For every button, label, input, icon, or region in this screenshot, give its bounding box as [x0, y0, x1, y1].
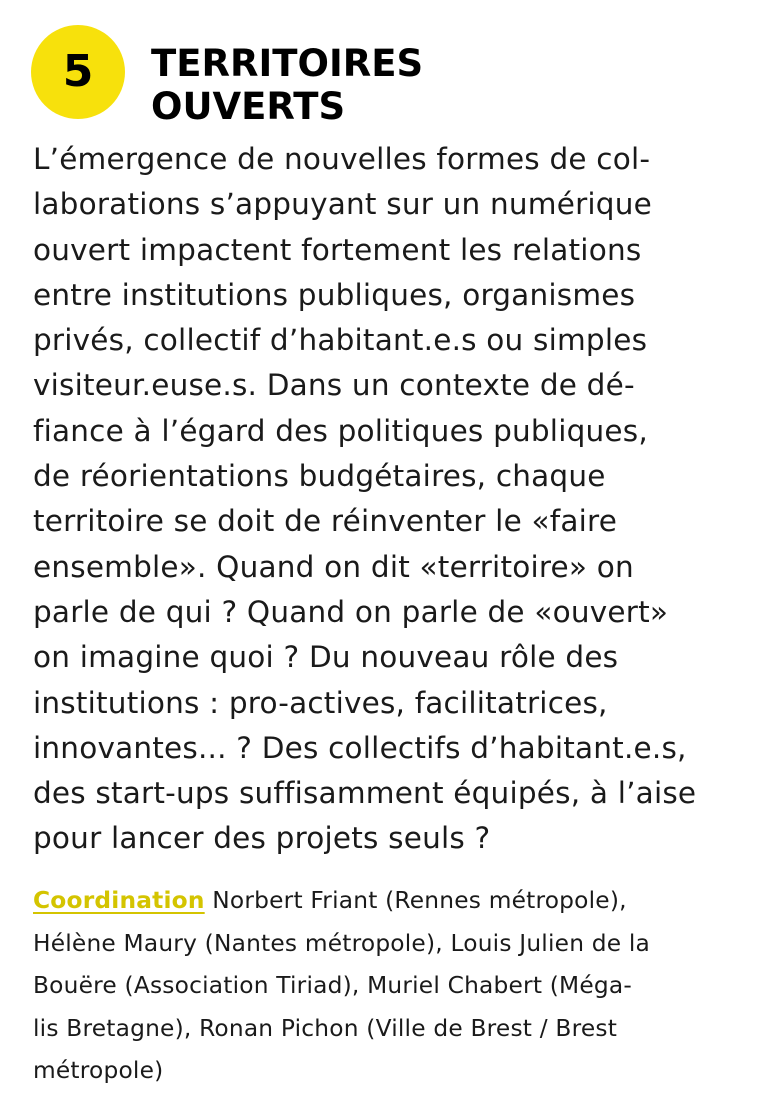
- coordination-link[interactable]: Coordination: [33, 887, 205, 914]
- body-line: institutions : pro-actives, facilitatrices,: [33, 685, 608, 720]
- credit-line: [33, 880, 759, 923]
- body-line: laborations s’appuyant sur un numérique: [33, 187, 652, 222]
- section-number-badge: [31, 25, 125, 119]
- section-title-line: TERRITOIRES: [151, 42, 424, 85]
- body-line: parle de qui ? Quand on parle de «ouvert»: [33, 594, 669, 629]
- body-line: entre institutions publiques, organismes: [33, 277, 636, 312]
- body-line: ensemble». Quand on dit «territoire» on: [33, 549, 634, 584]
- credit-line: Hélène Maury (Nantes métropole), Louis Julien de la: [33, 929, 651, 957]
- body-line: territoire se doit de réinventer le «faire: [33, 504, 618, 539]
- body-line: des start-ups suffisamment équipés, à l’aise: [33, 776, 697, 811]
- credit-names: Norbert Friant (Rennes métropole),: [204, 887, 627, 914]
- section-number: 5: [62, 46, 94, 97]
- credit-line: Bouëre (Association Tiriad), Muriel Chabert (Méga-: [33, 972, 632, 1000]
- body-line: on imagine quoi ? Du nouveau rôle des: [33, 640, 619, 675]
- body-line: visiteur.euse.s. Dans un contexte de dé-: [33, 368, 635, 403]
- coordination-credits: [33, 880, 759, 1093]
- body-line: ouvert impactent fortement les relations: [33, 232, 642, 267]
- body-line: de réorientations budgétaires, chaque: [33, 459, 606, 494]
- credit-line: lis Bretagne), Ronan Pichon (Ville de Brest / Brest: [33, 1014, 618, 1042]
- body-line: L’émergence de nouvelles formes de col-: [33, 142, 651, 176]
- body-paragraph: [33, 137, 759, 862]
- body-line: innovantes... ? Des collectifs d’habitant.e.s,: [33, 730, 687, 765]
- body-line: privés, collectif d’habitant.e.s ou simples: [33, 323, 648, 358]
- section-title-line: OUVERTS: [151, 85, 346, 128]
- section-title: [151, 42, 423, 128]
- body-line: pour lancer des projets seuls ?: [33, 821, 491, 856]
- credit-line: métropole): [33, 1057, 164, 1085]
- body-line: fiance à l’égard des politiques publiques,: [33, 413, 648, 448]
